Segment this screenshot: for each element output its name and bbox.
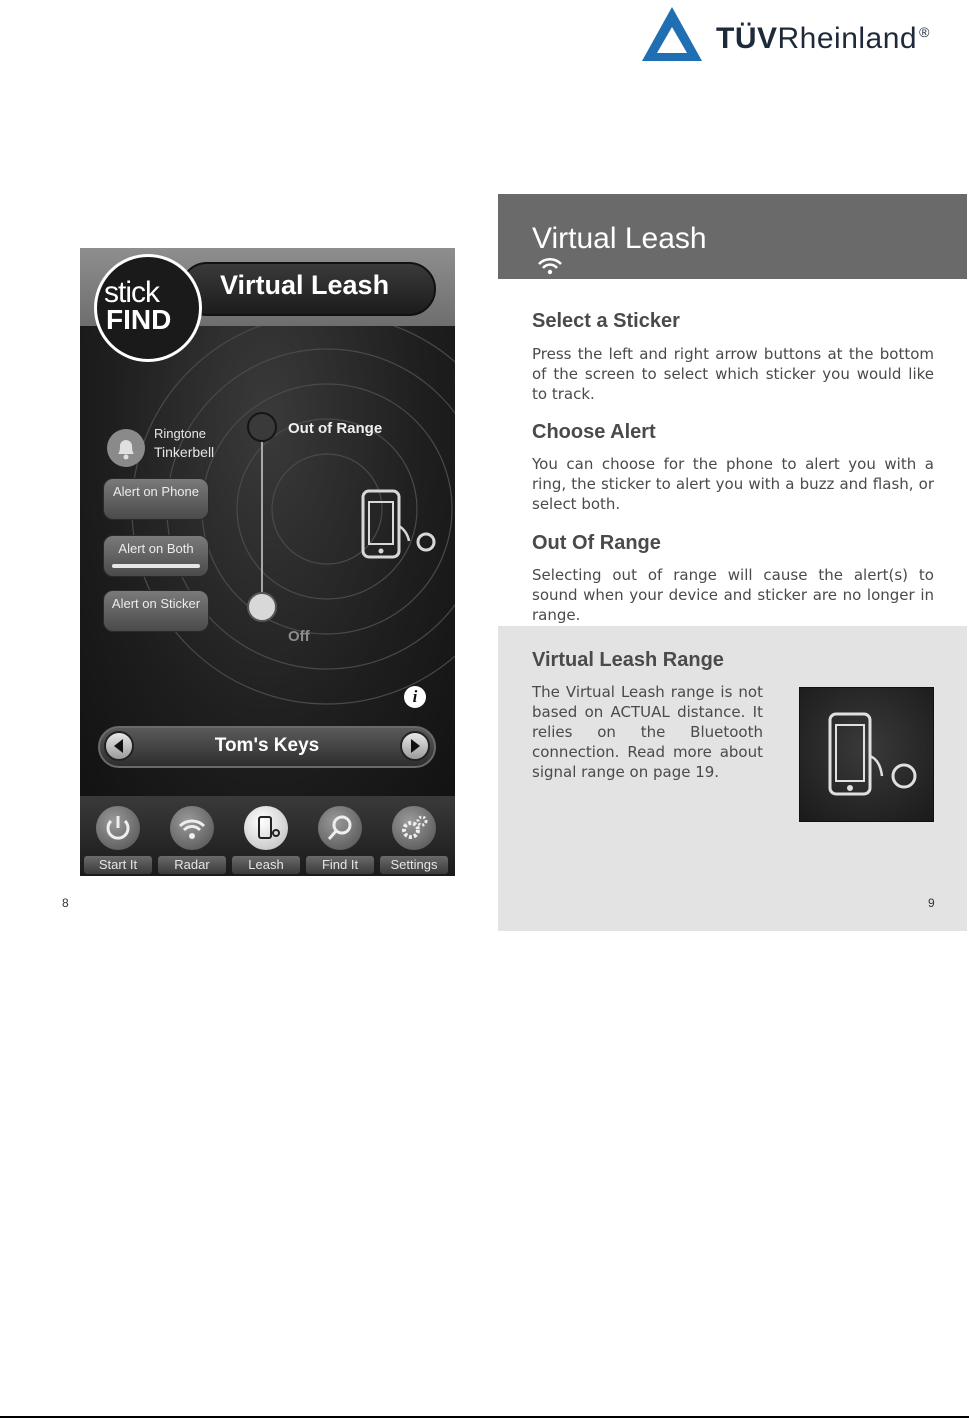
wifi-icon (170, 806, 214, 850)
out-of-range-label[interactable]: Out of Range (288, 420, 383, 437)
alert-on-sticker-button[interactable]: Alert on Sticker (103, 590, 209, 632)
next-sticker-button[interactable] (400, 731, 430, 761)
alert-on-both-label: Alert on Both (118, 541, 194, 556)
tab-settings[interactable] (377, 796, 452, 876)
tab-label: Find It (306, 856, 374, 874)
phone-leash-icon (800, 688, 933, 821)
page-number-left: 8 (62, 896, 69, 910)
phone-leash-icon (363, 491, 434, 557)
ringtone-label: Ringtone (154, 426, 207, 441)
wifi-icon (537, 257, 563, 275)
tab-bar (80, 796, 455, 876)
bell-icon[interactable] (106, 428, 146, 468)
tab-label: Settings (380, 856, 448, 874)
section-body: Press the left and right arrow buttons at the bottom of the screen to select which sticker you would like to track. (532, 345, 934, 403)
tuv-triangle-icon (640, 5, 710, 65)
logo-find-text: FIND (106, 304, 172, 335)
tab-label: Radar (158, 856, 226, 874)
alert-on-phone-button[interactable]: Alert on Phone (103, 478, 209, 520)
tab-leash[interactable] (229, 796, 304, 876)
off-label[interactable]: Off (288, 628, 310, 645)
info-icon[interactable]: i (404, 686, 426, 708)
tuv-rheinland-wordmark: TÜVRheinland ® (716, 22, 930, 55)
selected-indicator (112, 564, 200, 568)
section-heading: Choose Alert (532, 421, 656, 443)
section-body: Selecting out of range will cause the alert(s) to sound when your device and sticker are no longer in range. (532, 566, 934, 624)
tab-start-it[interactable] (81, 796, 156, 876)
tab-find-it[interactable] (303, 796, 378, 876)
leash-icon (244, 806, 288, 850)
logo-stick-text: stick (104, 276, 159, 309)
range-toggle-top-knob (248, 413, 276, 441)
search-icon (318, 806, 362, 850)
range-heading: Virtual Leash Range (532, 649, 724, 671)
power-icon (96, 806, 140, 850)
gear-icon (392, 806, 436, 850)
screen-title: Virtual Leash (220, 270, 390, 300)
page-number-right: 9 (928, 896, 935, 910)
ringtone-value[interactable]: Tinkerbell (154, 444, 215, 460)
arrow-right-icon (402, 733, 428, 759)
arrow-left-icon (106, 733, 132, 759)
phone-leash-image (799, 687, 934, 822)
prev-sticker-button[interactable] (104, 731, 134, 761)
section-body: You can choose for the phone to alert you with a ring, the sticker to alert you with a buzz and flash, or select both. (532, 455, 934, 513)
section-heading: Out Of Range (532, 532, 661, 554)
app-screenshot (80, 248, 455, 876)
tab-label: Start It (84, 856, 152, 874)
tab-radar[interactable] (155, 796, 230, 876)
sticker-name: Tom's Keys (214, 735, 320, 756)
section-heading: Select a Sticker (532, 310, 680, 332)
page-title: Virtual Leash (532, 222, 707, 255)
range-toggle-knob (248, 593, 276, 621)
tab-label: Leash (232, 856, 300, 874)
alert-on-both-button[interactable] (103, 535, 209, 577)
range-body: The Virtual Leash range is not based on ACTUAL distance. It relies on the Bluetooth connection. Read more about signal range on page 19. (532, 683, 763, 781)
